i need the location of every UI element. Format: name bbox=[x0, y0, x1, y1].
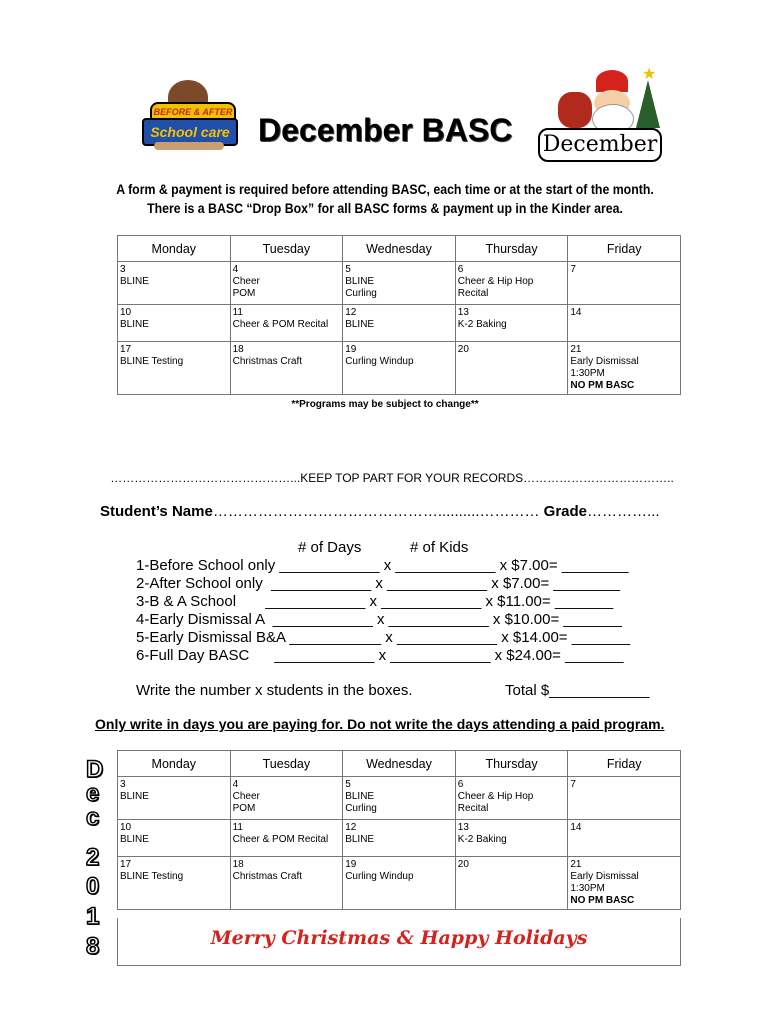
intro-line-2: There is a BASC “Drop Box” for all BASC forms & payment up in the Kinder area. bbox=[147, 200, 623, 216]
no-pm-basc-label: NO PM BASC bbox=[570, 895, 635, 906]
calendar-day-cell bbox=[230, 305, 343, 342]
activity: BLINE Testing bbox=[120, 871, 184, 882]
activity: Christmas Craft bbox=[232, 871, 303, 882]
activity: BLINE bbox=[345, 834, 375, 845]
day-number: 3 bbox=[120, 264, 126, 275]
day-number: 18 bbox=[232, 344, 244, 355]
form-row-full-day[interactable]: 6-Full Day BASC ____________ x ____________ x $24.00= _______ bbox=[136, 647, 624, 664]
activity: BLINE bbox=[345, 791, 375, 802]
christmas-tree-icon bbox=[636, 80, 660, 128]
gift-bag-icon bbox=[558, 92, 592, 128]
santa-illustration bbox=[536, 64, 664, 164]
school-care-logo bbox=[140, 80, 238, 150]
write-note: Write the number x students in the boxes. bbox=[136, 682, 413, 699]
payment-day-cell[interactable] bbox=[568, 777, 681, 820]
activity: Cheer & POM Recital bbox=[232, 319, 329, 330]
kids-column-header: # of Kids bbox=[410, 539, 469, 556]
calendar-day-cell bbox=[343, 262, 456, 305]
form-row-b-and-a-school[interactable]: 3-B & A School ____________ x ____________ x $11.00= _______ bbox=[136, 593, 614, 610]
activity: BLINE Testing bbox=[120, 356, 184, 367]
day-number: 19 bbox=[345, 859, 357, 870]
santa-hat-icon bbox=[596, 70, 628, 92]
calendar-table-top bbox=[117, 235, 681, 395]
day-number: 21 bbox=[570, 859, 582, 870]
payment-day-cell[interactable] bbox=[568, 820, 681, 857]
intro-line-1: A form & payment is required before attending BASC, each time or at the start of the month. bbox=[116, 181, 654, 197]
payment-day-cell[interactable] bbox=[455, 777, 568, 820]
logo-top-text: BEFORE & AFTER bbox=[150, 102, 236, 122]
day-number: 13 bbox=[457, 822, 469, 833]
payment-day-cell[interactable] bbox=[230, 777, 343, 820]
day-number: 6 bbox=[457, 264, 464, 275]
calendar-week-row bbox=[118, 262, 681, 305]
calendar-week-row bbox=[118, 777, 681, 820]
activity: Cheer & Hip Hop bbox=[457, 276, 534, 287]
student-name-field[interactable]: ………………………………………..........………… bbox=[212, 503, 540, 520]
keep-records-line: ………………………………………...KEEP TOP PART FOR YOUR RECORDS……………………………….. bbox=[110, 471, 674, 485]
payment-day-cell[interactable] bbox=[455, 857, 568, 910]
day-number: 21 bbox=[570, 344, 582, 355]
activity: Christmas Craft bbox=[232, 356, 303, 367]
calendar-header-row bbox=[118, 236, 681, 262]
calendar-week-row bbox=[118, 820, 681, 857]
payment-instruction: Only write in days you are paying for. Do not write the days attending a paid program. bbox=[95, 716, 665, 732]
activity: K-2 Baking bbox=[457, 319, 507, 330]
calendar-day-cell bbox=[343, 305, 456, 342]
calendar-week-row bbox=[118, 857, 681, 910]
payment-day-cell[interactable] bbox=[118, 777, 231, 820]
activity: BLINE bbox=[120, 834, 149, 845]
form-row-before-school[interactable]: 1-Before School only ____________ x ____________ x $7.00= ________ bbox=[136, 557, 629, 574]
side-digit-0: 0 bbox=[86, 873, 100, 900]
student-line bbox=[100, 503, 660, 520]
calendar-day-cell bbox=[118, 262, 231, 305]
calendar-day-cell bbox=[343, 342, 456, 395]
activity: Curling Windup bbox=[345, 356, 414, 367]
activity: POM bbox=[232, 803, 256, 814]
activity: Early Dismissal bbox=[570, 871, 639, 882]
calendar-day-cell bbox=[118, 305, 231, 342]
form-row-early-dismissal-ba[interactable]: 5-Early Dismissal B&A ___________ x ____________ x $14.00= _______ bbox=[136, 629, 631, 646]
side-letter-c: c bbox=[86, 804, 100, 831]
side-digit-2: 2 bbox=[86, 844, 100, 871]
day-number: 12 bbox=[345, 307, 357, 318]
day-header: Thursday bbox=[455, 751, 568, 777]
day-number: 20 bbox=[457, 344, 469, 355]
day-number: 6 bbox=[457, 779, 464, 790]
day-number: 11 bbox=[232, 822, 243, 833]
form-row-after-school[interactable]: 2-After School only ____________ x ____________ x $7.00= ________ bbox=[136, 575, 621, 592]
activity: BLINE bbox=[120, 791, 149, 802]
total-field[interactable]: Total $____________ bbox=[505, 682, 650, 699]
day-header: Friday bbox=[568, 751, 681, 777]
payment-day-cell[interactable] bbox=[343, 857, 456, 910]
page-title: December BASC bbox=[258, 112, 513, 148]
side-letter-d: D bbox=[86, 756, 104, 783]
payment-day-cell[interactable] bbox=[118, 857, 231, 910]
day-header: Thursday bbox=[455, 236, 568, 262]
day-number: 10 bbox=[120, 822, 132, 833]
activity: Cheer & Hip Hop bbox=[457, 791, 534, 802]
day-number: 19 bbox=[345, 344, 357, 355]
calendar-week-row bbox=[118, 305, 681, 342]
day-number: 12 bbox=[345, 822, 357, 833]
day-number: 17 bbox=[120, 344, 132, 355]
no-pm-basc-label: NO PM BASC bbox=[570, 380, 635, 391]
activity: 1:30PM bbox=[570, 883, 605, 894]
logo-paws-icon bbox=[154, 142, 224, 150]
logo-main-text: School care bbox=[142, 118, 238, 146]
activity: Early Dismissal bbox=[570, 356, 639, 367]
calendar-day-cell bbox=[455, 342, 568, 395]
day-header: Monday bbox=[118, 236, 231, 262]
calendar-day-cell bbox=[568, 305, 681, 342]
calendar-day-cell bbox=[230, 262, 343, 305]
day-number: 14 bbox=[570, 307, 582, 318]
calendar-day-cell bbox=[568, 262, 681, 305]
calendar-day-cell bbox=[568, 342, 681, 395]
form-row-early-dismissal-a[interactable]: 4-Early Dismissal A ____________ x ____________ x $10.00= _______ bbox=[136, 611, 622, 628]
activity: BLINE bbox=[120, 276, 149, 287]
day-number: 11 bbox=[232, 307, 243, 318]
day-number: 10 bbox=[120, 307, 132, 318]
day-header: Wednesday bbox=[343, 751, 456, 777]
activity: Recital bbox=[457, 803, 489, 814]
day-number: 7 bbox=[570, 779, 576, 790]
activity: Cheer bbox=[232, 276, 260, 287]
day-header: Tuesday bbox=[230, 751, 343, 777]
activity: Curling Windup bbox=[345, 871, 414, 882]
day-number: 4 bbox=[232, 779, 239, 790]
star-icon: ★ bbox=[642, 66, 657, 83]
payment-day-cell[interactable] bbox=[343, 777, 456, 820]
activity: Recital bbox=[457, 288, 489, 299]
payment-day-cell[interactable] bbox=[568, 857, 681, 910]
day-header: Monday bbox=[118, 751, 231, 777]
activity: Cheer bbox=[232, 791, 260, 802]
day-number: 20 bbox=[457, 859, 469, 870]
side-letter-e: e bbox=[86, 780, 100, 807]
activity: BLINE bbox=[120, 319, 149, 330]
day-number: 14 bbox=[570, 822, 582, 833]
calendar-week-row bbox=[118, 342, 681, 395]
grade-field[interactable]: …………... bbox=[587, 503, 660, 520]
activity: Cheer & POM Recital bbox=[232, 834, 329, 845]
day-number: 18 bbox=[232, 859, 244, 870]
payment-day-cell[interactable] bbox=[455, 820, 568, 857]
day-number: 13 bbox=[457, 307, 469, 318]
days-column-header: # of Days bbox=[298, 539, 362, 556]
day-number: 7 bbox=[570, 264, 576, 275]
activity: Curling bbox=[345, 288, 377, 299]
calendar-day-cell bbox=[455, 262, 568, 305]
calendar-day-cell bbox=[230, 342, 343, 395]
activity: 1:30PM bbox=[570, 368, 605, 379]
activity: BLINE bbox=[345, 276, 375, 287]
grade-label: Grade bbox=[543, 503, 588, 520]
programs-note: **Programs may be subject to change** bbox=[291, 399, 479, 410]
december-badge: December bbox=[538, 128, 662, 162]
day-header: Wednesday bbox=[343, 236, 456, 262]
side-digit-8: 8 bbox=[86, 933, 100, 960]
day-number: 17 bbox=[120, 859, 132, 870]
calendar-day-cell bbox=[455, 305, 568, 342]
payment-day-cell[interactable] bbox=[343, 820, 456, 857]
side-digit-1: 1 bbox=[86, 903, 100, 930]
day-header: Friday bbox=[568, 236, 681, 262]
activity: K-2 Baking bbox=[457, 834, 507, 845]
holiday-greeting: Merry Christmas & Happy Holidays bbox=[117, 918, 681, 966]
day-number: 5 bbox=[345, 779, 351, 790]
day-header: Tuesday bbox=[230, 236, 343, 262]
payment-day-cell[interactable] bbox=[118, 820, 231, 857]
student-name-label: Student’s Name bbox=[100, 503, 213, 520]
activity: Curling bbox=[345, 803, 377, 814]
activity: BLINE bbox=[345, 319, 375, 330]
calendar-header-row bbox=[118, 751, 681, 777]
activity: POM bbox=[232, 288, 256, 299]
day-number: 5 bbox=[345, 264, 351, 275]
payment-day-cell[interactable] bbox=[230, 857, 343, 910]
calendar-day-cell bbox=[118, 342, 231, 395]
day-number: 3 bbox=[120, 779, 126, 790]
calendar-table-bottom bbox=[117, 750, 681, 910]
payment-day-cell[interactable] bbox=[230, 820, 343, 857]
day-number: 4 bbox=[232, 264, 239, 275]
